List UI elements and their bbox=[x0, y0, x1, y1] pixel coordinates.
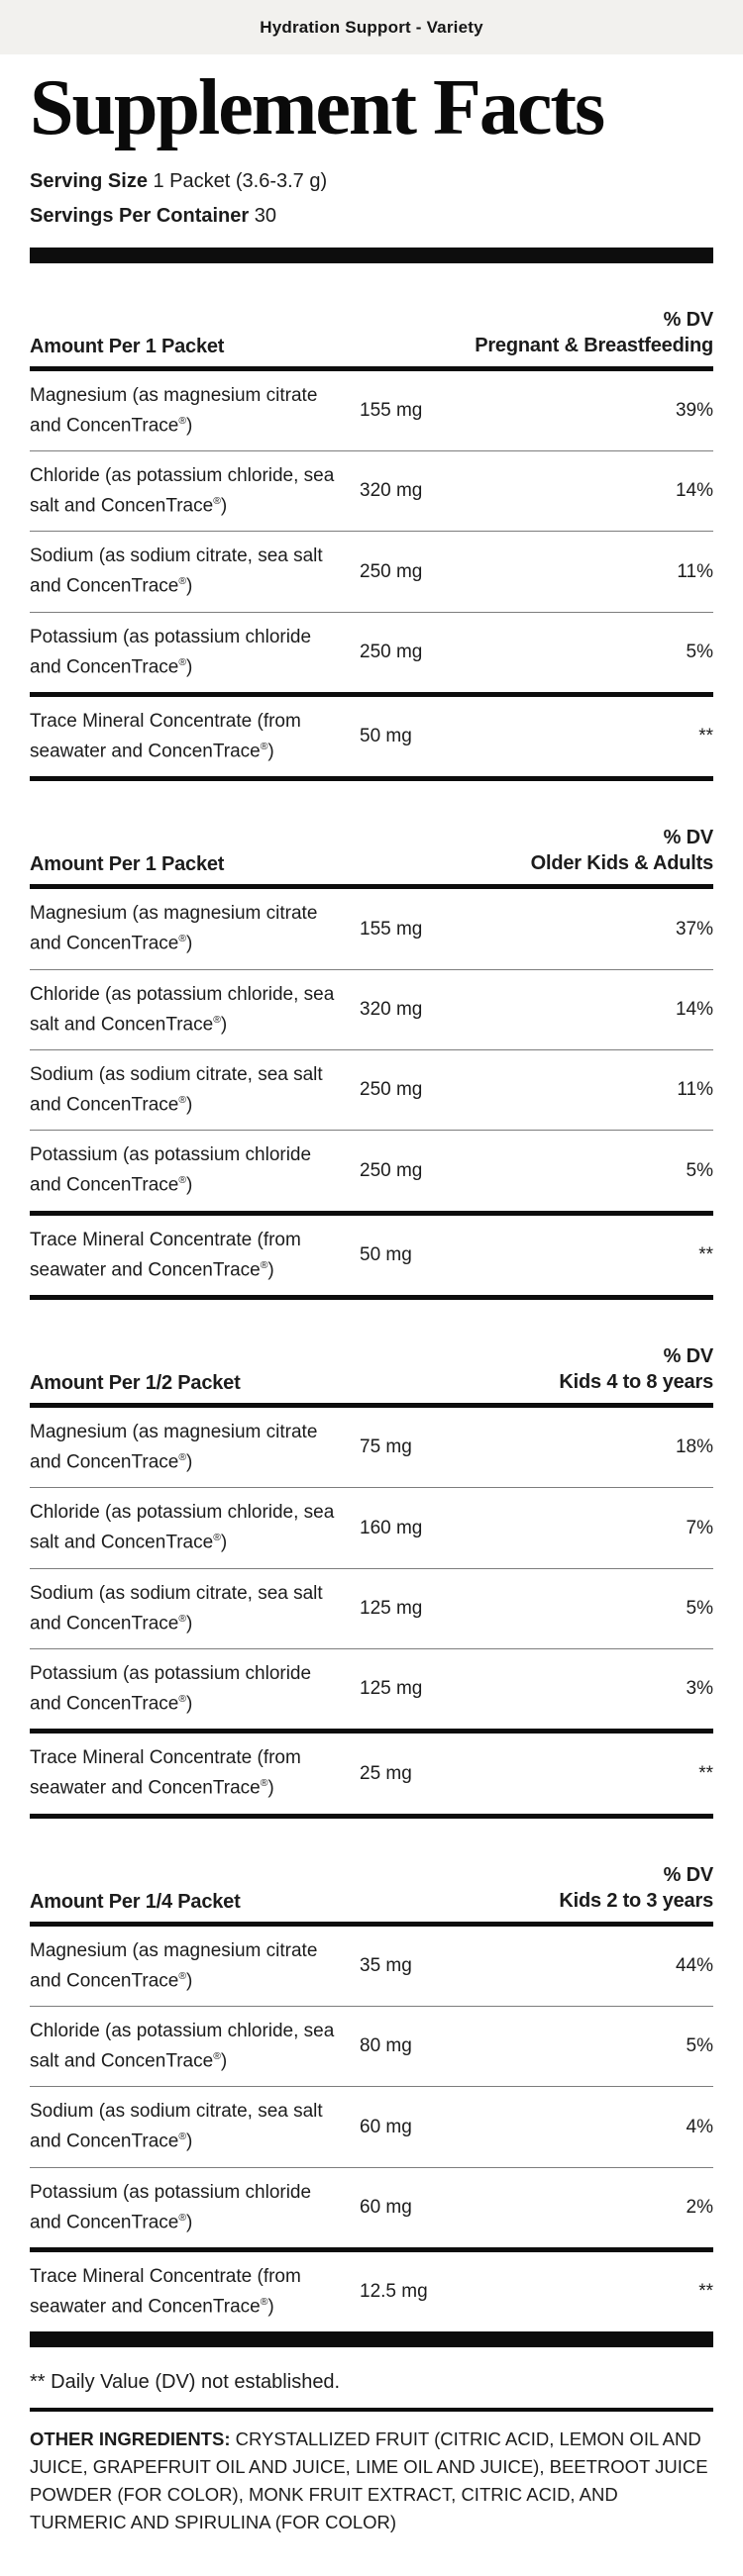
table-rows bbox=[30, 1927, 713, 2332]
other-ingredients-text: CRYSTALLIZED FRUIT (CITRIC ACID, LEMON OIL AND JUICE, GRAPEFRUIT OIL AND JUICE, LIME OIL AND JUICE), BEETROOT JUICE POWDER (FOR COLOR), MONK FRUIT EXTRACT, CITRIC ACID, AND TURMERIC AND SPIRULINA (FOR COLOR) bbox=[30, 2428, 708, 2533]
nutrient-name: Chloride (as potassium chloride, sea salt and ConcenTrace®) bbox=[30, 1502, 335, 1553]
amount-header: Amount Per 1 Packet bbox=[30, 853, 225, 876]
table-header bbox=[30, 1819, 713, 1914]
servings-per-container-row bbox=[30, 205, 713, 228]
nutrient-name: Chloride (as potassium chloride, sea salt and ConcenTrace®) bbox=[30, 983, 335, 1036]
table-rows bbox=[30, 1408, 713, 1814]
nutrient-dv: 7% bbox=[686, 1517, 713, 1538]
dv-header bbox=[531, 825, 713, 876]
nutrient-row bbox=[30, 1049, 713, 1130]
nutrient-amount: 250 mg bbox=[360, 560, 423, 582]
dv-header-percent: % DV bbox=[663, 308, 713, 331]
nutrient-amount: 25 mg bbox=[360, 1762, 412, 1784]
nutrient-row bbox=[30, 969, 713, 1049]
nutrient-name: Potassium (as potassium chloride and ConcenTrace®) bbox=[30, 2181, 312, 2233]
nutrient-dv: 5% bbox=[686, 2035, 713, 2057]
nutrient-amount: 35 mg bbox=[360, 1954, 412, 1976]
nutrient-row bbox=[30, 1729, 713, 1813]
serving-size-label: Serving Size bbox=[30, 169, 148, 192]
other-ingredients bbox=[30, 2426, 713, 2536]
nutrient-row bbox=[30, 1568, 713, 1648]
serving-size-value: 1 Packet (3.6-3.7 g) bbox=[153, 169, 328, 192]
servings-per-container-value: 30 bbox=[254, 204, 276, 227]
nutrient-dv: 5% bbox=[686, 641, 713, 662]
nutrient-row bbox=[30, 2086, 713, 2166]
dv-header bbox=[559, 1862, 713, 1914]
nutrient-row bbox=[30, 692, 713, 776]
nutrient-name: Sodium (as sodium citrate, sea salt and ConcenTrace®) bbox=[30, 2101, 323, 2152]
nutrient-name: Potassium (as potassium chloride and ConcenTrace®) bbox=[30, 1144, 312, 1196]
nutrient-dv: 14% bbox=[675, 998, 713, 1020]
dv-footnote: ** Daily Value (DV) not established. bbox=[30, 2371, 341, 2394]
nutrient-amount: 60 mg bbox=[360, 2196, 412, 2218]
nutrient-row bbox=[30, 1927, 713, 2006]
amount-header: Amount Per 1/2 Packet bbox=[30, 1372, 241, 1395]
table-header bbox=[30, 263, 713, 358]
nutrient-amount: 60 mg bbox=[360, 2116, 412, 2137]
serving-size-row bbox=[30, 170, 713, 193]
nutrient-dv: ** bbox=[698, 1243, 713, 1265]
product-title: Hydration Support - Variety bbox=[260, 17, 483, 37]
supplement-facts-label bbox=[0, 66, 743, 2576]
nutrient-row bbox=[30, 1130, 713, 1210]
nutrient-amount: 250 mg bbox=[360, 641, 423, 662]
nutrition-table bbox=[30, 263, 713, 782]
nutrient-row bbox=[30, 371, 713, 450]
nutrient-dv: 14% bbox=[675, 480, 713, 502]
nutrient-dv: 5% bbox=[686, 1159, 713, 1181]
nutrient-dv: 37% bbox=[675, 918, 713, 940]
nutrient-row bbox=[30, 450, 713, 531]
nutrient-amount: 125 mg bbox=[360, 1678, 423, 1700]
nutrient-name: Potassium (as potassium chloride and ConcenTrace®) bbox=[30, 626, 312, 678]
dv-header bbox=[559, 1343, 713, 1395]
nutrient-amount: 12.5 mg bbox=[360, 2281, 428, 2303]
nutrient-row bbox=[30, 889, 713, 968]
nutrient-name: Magnesium (as magnesium citrate and ConcenTrace®) bbox=[30, 903, 318, 954]
nutrient-dv: 2% bbox=[686, 2196, 713, 2218]
table-rows bbox=[30, 371, 713, 777]
dv-header-percent: % DV bbox=[663, 1863, 713, 1886]
nutrient-name: Trace Mineral Concentrate (from seawater and ConcenTrace®) bbox=[30, 1229, 301, 1281]
nutrient-name: Trace Mineral Concentrate (from seawater and ConcenTrace®) bbox=[30, 1747, 301, 1799]
nutrient-row bbox=[30, 1648, 713, 1729]
nutrient-amount: 50 mg bbox=[360, 726, 412, 747]
nutrient-name: Sodium (as sodium citrate, sea salt and ConcenTrace®) bbox=[30, 545, 323, 597]
table-rows bbox=[30, 889, 713, 1295]
product-title-bar bbox=[0, 0, 743, 54]
servings-per-container-label: Servings Per Container bbox=[30, 204, 250, 227]
nutrient-amount: 155 mg bbox=[360, 399, 423, 421]
page-title: Supplement Facts bbox=[30, 64, 604, 151]
nutrient-row bbox=[30, 2006, 713, 2086]
other-ingredients-label: OTHER INGREDIENTS: bbox=[30, 2428, 231, 2450]
dv-header-group: Pregnant & Breastfeeding bbox=[475, 334, 713, 356]
amount-header: Amount Per 1 Packet bbox=[30, 335, 225, 357]
divider-heavy-top bbox=[30, 248, 713, 263]
dv-header-percent: % DV bbox=[663, 1345, 713, 1368]
divider-heavy-bottom bbox=[30, 2331, 713, 2347]
nutrient-amount: 50 mg bbox=[360, 1243, 412, 1265]
nutrient-amount: 155 mg bbox=[360, 918, 423, 940]
nutrient-row bbox=[30, 1211, 713, 1295]
nutrient-name: Trace Mineral Concentrate (from seawater and ConcenTrace®) bbox=[30, 711, 301, 762]
nutrient-row bbox=[30, 1487, 713, 1567]
nutrient-name: Potassium (as potassium chloride and ConcenTrace®) bbox=[30, 1663, 312, 1715]
nutrient-row bbox=[30, 2247, 713, 2331]
table-header bbox=[30, 781, 713, 876]
nutrient-amount: 75 mg bbox=[360, 1437, 412, 1458]
nutrition-table bbox=[30, 1819, 713, 2332]
nutrient-name: Trace Mineral Concentrate (from seawater and ConcenTrace®) bbox=[30, 2266, 301, 2318]
dv-header bbox=[475, 307, 713, 358]
nutrient-amount: 80 mg bbox=[360, 2035, 412, 2057]
nutrition-tables bbox=[30, 263, 713, 2332]
nutrient-name: Magnesium (as magnesium citrate and ConcenTrace®) bbox=[30, 1422, 318, 1473]
amount-header: Amount Per 1/4 Packet bbox=[30, 1890, 241, 1913]
nutrient-name: Magnesium (as magnesium citrate and ConcenTrace®) bbox=[30, 384, 318, 437]
nutrient-amount: 250 mg bbox=[360, 1079, 423, 1101]
dv-header-percent: % DV bbox=[663, 827, 713, 849]
nutrient-name: Magnesium (as magnesium citrate and ConcenTrace®) bbox=[30, 1939, 318, 1992]
nutrient-row bbox=[30, 531, 713, 611]
nutrient-amount: 125 mg bbox=[360, 1597, 423, 1619]
nutrient-dv: 3% bbox=[686, 1678, 713, 1700]
nutrient-dv: ** bbox=[698, 2281, 713, 2303]
nutrient-dv: ** bbox=[698, 1762, 713, 1784]
nutrient-dv: 11% bbox=[677, 1079, 713, 1101]
nutrient-dv: 18% bbox=[675, 1437, 713, 1458]
nutrition-table bbox=[30, 781, 713, 1300]
dv-header-group: Older Kids & Adults bbox=[530, 852, 713, 875]
table-header bbox=[30, 1300, 713, 1395]
nutrient-name: Chloride (as potassium chloride, sea salt and ConcenTrace®) bbox=[30, 465, 335, 517]
nutrient-row bbox=[30, 1408, 713, 1487]
dv-header-group: Kids 2 to 3 years bbox=[559, 1889, 713, 1912]
nutrient-name: Sodium (as sodium citrate, sea salt and ConcenTrace®) bbox=[30, 1582, 323, 1635]
nutrient-amount: 250 mg bbox=[360, 1159, 423, 1181]
nutrient-row bbox=[30, 2167, 713, 2247]
nutrient-amount: 320 mg bbox=[360, 480, 423, 502]
dv-header-group: Kids 4 to 8 years bbox=[559, 1371, 713, 1394]
nutrient-dv: 11% bbox=[677, 560, 713, 582]
nutrient-dv: 4% bbox=[686, 2116, 713, 2137]
nutrient-row bbox=[30, 612, 713, 692]
nutrient-dv: ** bbox=[698, 726, 713, 747]
nutrient-dv: 39% bbox=[675, 399, 713, 421]
nutrient-name: Chloride (as potassium chloride, sea salt and ConcenTrace®) bbox=[30, 2021, 335, 2072]
nutrient-name: Sodium (as sodium citrate, sea salt and ConcenTrace®) bbox=[30, 1064, 323, 1116]
nutrient-amount: 160 mg bbox=[360, 1517, 423, 1538]
nutrient-dv: 5% bbox=[686, 1597, 713, 1619]
nutrient-dv: 44% bbox=[675, 1954, 713, 1976]
footnote-rule bbox=[30, 2408, 713, 2412]
nutrient-amount: 320 mg bbox=[360, 998, 423, 1020]
nutrition-table bbox=[30, 1300, 713, 1819]
